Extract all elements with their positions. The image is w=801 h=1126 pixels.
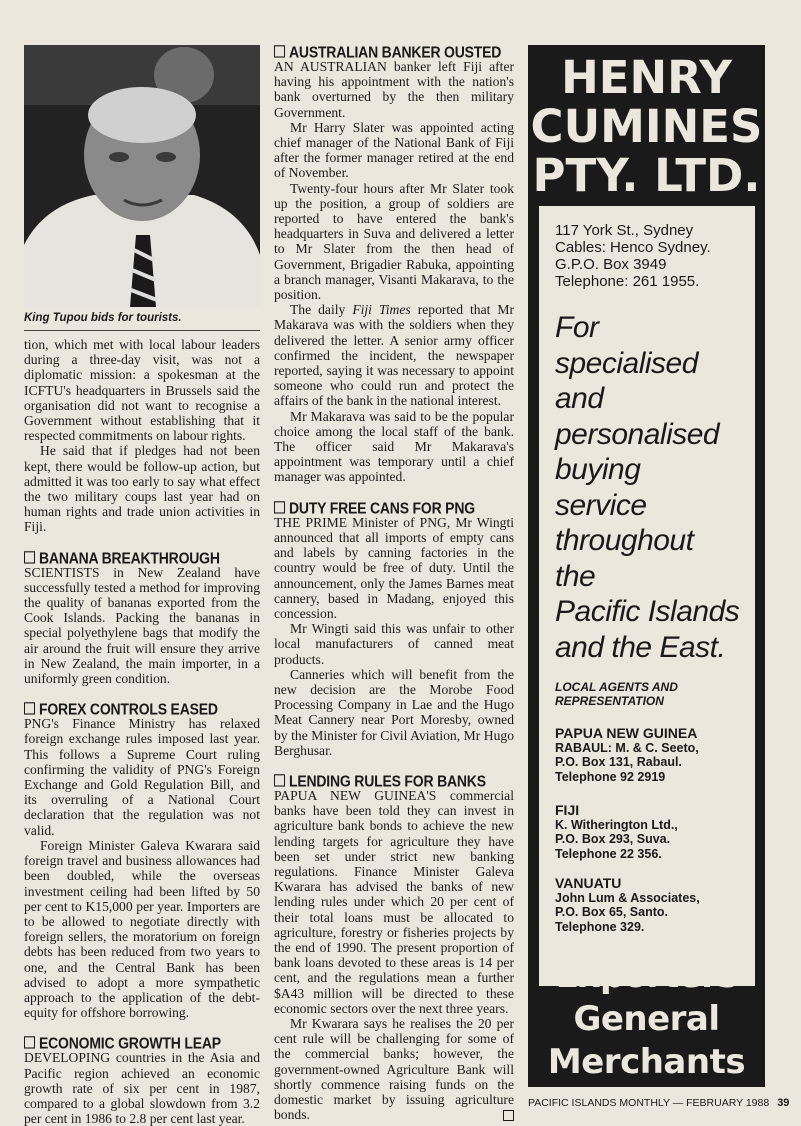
- caption-divider: [24, 330, 260, 331]
- paragraph: Twenty-four hours after Mr Slater took up the position, a group of soldiers are reported to have entered the bank's headquarters in Suva and delivered a letter to Mr Slater from the then head of Government, Brigadier Rabuka, appointing a branch manager, Visanti Makarava, to the position.: [274, 180, 514, 303]
- agent-vanuatu: VANUATU John Lum & Associates, P.O. Box 65, Santo. Telephone 329.: [555, 875, 700, 934]
- paragraph: Foreign Minister Galeva Kwarara said foreign travel and business allowances had been doubled, while the overseas investment ceiling had been lifted by 50 per cent to K15,000 per year. Importers are to be allowed to negotiate directly with foreign sellers, the moratorium on foreign debts has been reduced from two years to one, and the Central Bank has been advised to adopt a more sympathetic approach to the application of the debt-equity for offshore borrowing.: [24, 837, 260, 1021]
- paragraph: AN AUSTRALIAN banker left Fiji after having his appointment with the nation's bank overturned by the then military Government.: [274, 59, 514, 120]
- paragraph: PAPUA NEW GUINEA'S commercial banks have been told they can invest in agriculture bank bonds to achieve the new lending targets for agriculture they have been set under strict new banking regulations. Finance Minister Galeva Kwarara has advised the banks of new lending rules under which 20 per cent of their total loans must be allocated to agriculture, forestry or fisheries projects by the end of 1990. The present proportion of bank loans devoted to these areas is 14 per cent, and the regulations mean a further $A43 million will be directed to these economic sectors over the next three years.: [274, 787, 514, 1016]
- cans-heading: DUTY FREE CANS FOR PNG: [274, 499, 514, 517]
- checkbox-icon: [24, 703, 35, 715]
- checkbox-icon: [274, 501, 285, 513]
- footer-text: PACIFIC ISLANDS MONTHLY — FEBRUARY 1988: [528, 1097, 770, 1109]
- paragraph: Mr Kwarara says he realises the 20 per cent rule will be challenging for some of the commercial banks; however, the government-owned Agriculture Bank will shortly commence raising funds on the domestic market by issuing agriculture bonds.: [274, 1015, 514, 1123]
- page-footer: [528, 1097, 789, 1109]
- ad-body: [539, 206, 755, 986]
- banana-heading: BANANA BREAKTHROUGH: [24, 549, 260, 567]
- henry-cumines-advertisement: [528, 45, 765, 1087]
- ad-agents-heading: LOCAL AGENTS AND REPRESENTATION: [555, 680, 678, 708]
- paragraph: The daily Fiji Times reported that Mr Makarava was with the soldiers when they delivered the letter. A senior army officer confirmed the incident, the newspaper reported, saying it was necessary to appoint someone who could run and protect the affairs of the bank in the national interest.: [274, 302, 514, 409]
- ad-company-name: HENRY CUMINES PTY. LTD.: [530, 51, 763, 202]
- paragraph: Mr Harry Slater was appointed acting chief manager of the National Bank of Fiji after the former manager retired at the end of November.: [274, 119, 514, 181]
- checkbox-icon: [24, 1037, 35, 1049]
- ad-address: 117 York St., Sydney Cables: Henco Sydney. G.P.O. Box 3949 Telephone: 261 1955.: [555, 222, 711, 290]
- end-mark-icon: [503, 1110, 514, 1121]
- checkbox-icon: [274, 45, 285, 57]
- column-2: [274, 43, 514, 1122]
- checkbox-icon: [274, 774, 285, 786]
- paragraph: Canneries which will benefit from the new decision are the Morobe Food Processing Company in Lae and the Hugo Meat Cannery near Port Moresby, owned by the Minister for Civil Aviation, Mr Hugo Berghusar.: [274, 666, 514, 758]
- paragraph: DEVELOPING countries in the Asia and Pacific region achieved an economic growth rate of six per cent in 1987, compared to a global slowdown from 3.2 per cent in 1986 to 2.8 per cent last year.: [24, 1050, 260, 1126]
- lending-heading: LENDING RULES FOR BANKS: [274, 772, 514, 790]
- paragraph: Mr Makarava was said to be the popular choice among the local staff of the bank. The officer said Mr Makarava's appointment was temporary until a chief manager was appointed.: [274, 408, 514, 485]
- paragraph: tion, which met with local labour leaders during a three-day visit, was not a diplomatic mission: a spokesman at the ICFTU's headquarters in Brussels said the organisation did not want to recognise a Government without establishing that it respected commitments on labour rights.: [24, 337, 260, 444]
- banker-heading: AUSTRALIAN BANKER OUSTED: [274, 43, 514, 61]
- king-tupou-photo: [24, 45, 260, 307]
- agent-fiji: FIJI K. Witherington Ltd., P.O. Box 293, Suva. Telephone 22 356.: [555, 802, 678, 861]
- paragraph: THE PRIME Minister of PNG, Mr Wingti announced that all imports of empty cans and labels by canning factories in the country would be free of duty. Until the announcement, only the James Barnes meat cannery, based in Madang, enjoyed this concession.: [274, 514, 514, 621]
- column-1: [24, 337, 260, 1126]
- checkbox-icon: [24, 551, 35, 563]
- portrait-image: [24, 45, 260, 307]
- ad-tagline: For specialised and personalised buying service throughout the Pacific Islands and the East.: [555, 311, 740, 664]
- paragraph: He said that if pledges had not been kept, there would be follow-up action, but admitted it was too early to say what effect the two military coups last year had on human rights and trade union activities in Fiji.: [24, 443, 260, 535]
- photo-caption: King Tupou bids for tourists.: [24, 312, 182, 324]
- growth-heading: ECONOMIC GROWTH LEAP: [24, 1034, 260, 1052]
- forex-heading: FOREX CONTROLS EASED: [24, 700, 260, 718]
- paragraph: Mr Wingti said this was unfair to other local manufacturers of canned meat products.: [274, 621, 514, 667]
- ad-footer-slogan: Exporters General Merchants: [547, 956, 746, 1082]
- paragraph: SCIENTISTS in New Zealand have successfully tested a method for improving the quality of bananas exported from the Cook Islands. Packing the bananas in special polyethylene bags that modify the air around the fruit will ensure they arrive in New Zealand, the main importer, in a uniformly green condition.: [24, 564, 260, 687]
- paragraph: PNG's Finance Ministry has relaxed foreign exchange rules imposed last year. This follows a Supreme Court ruling confirming the validity of PNG's Foreign Exchange and Gold Regulation Bill, and its overruling of a National Court declaration that the regulation was not valid.: [24, 716, 260, 838]
- page-number: 39: [777, 1097, 790, 1109]
- agent-png: PAPUA NEW GUINEA RABAUL: M. & C. Seeto, P.O. Box 131, Rabaul. Telephone 92 2919: [555, 725, 699, 784]
